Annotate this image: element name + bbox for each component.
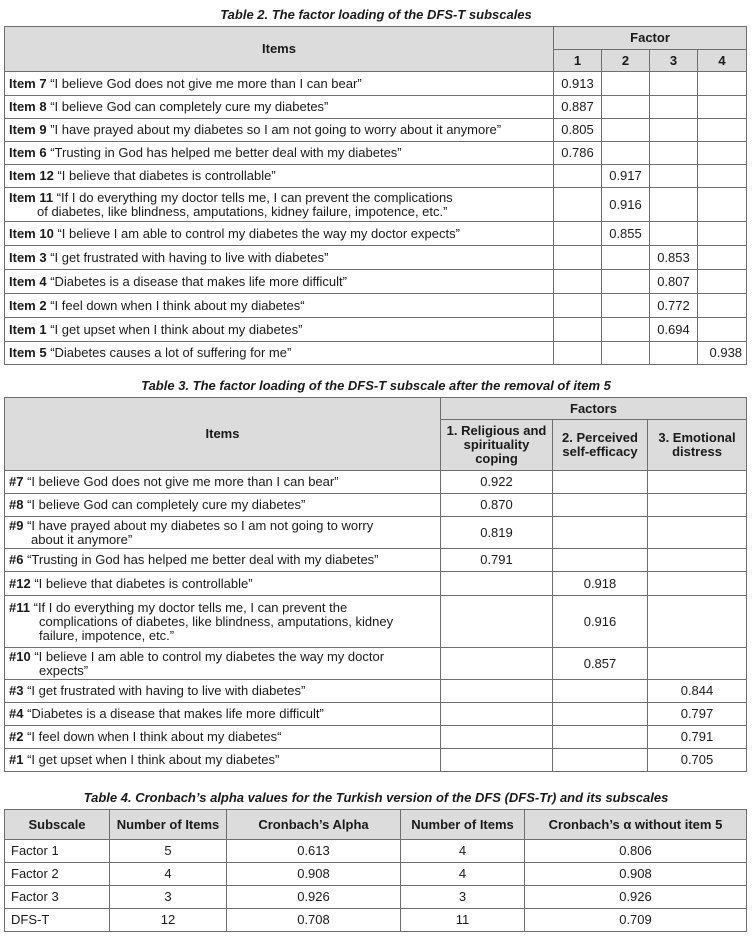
item-label: #12 bbox=[9, 575, 31, 591]
table4-value: 3 bbox=[110, 886, 227, 909]
item-text: “I believe God can completely cure my diabetes” bbox=[50, 99, 329, 114]
item-text: “I believe that diabetes is controllable” bbox=[57, 168, 276, 183]
table4-col-header: Number of Items bbox=[110, 810, 227, 840]
table2-factor-4-header: 4 bbox=[698, 50, 747, 72]
factor-1-loading bbox=[441, 703, 553, 726]
table4-col-header: Number of Items bbox=[401, 810, 525, 840]
table3-row bbox=[5, 726, 747, 749]
table2-items-header: Items bbox=[5, 27, 554, 72]
table3-row bbox=[5, 596, 747, 648]
factor-2-loading: 0.857 bbox=[553, 648, 648, 680]
factor-4-loading bbox=[698, 222, 747, 246]
table2-row bbox=[5, 142, 747, 165]
item-text: “I believe God does not give me more than I can bear” bbox=[50, 75, 362, 91]
table2-factor-2-header: 2 bbox=[602, 50, 650, 72]
item-label: Item 10 bbox=[9, 225, 54, 241]
table3-item-cell bbox=[5, 572, 441, 596]
item-text: “Diabetes is a disease that makes life more difficult” bbox=[50, 273, 347, 289]
factor-1-loading: 0.819 bbox=[441, 517, 553, 549]
table3-item-cell bbox=[5, 726, 441, 749]
item-label: #1 bbox=[9, 752, 24, 767]
factor-4-loading bbox=[698, 142, 747, 165]
table3-row bbox=[5, 648, 747, 680]
table4-value: 0.908 bbox=[227, 863, 401, 886]
factor-2-loading bbox=[553, 494, 648, 517]
table4-col-header: Subscale bbox=[5, 810, 110, 840]
factor-1-loading bbox=[554, 188, 602, 222]
subscale-name: Factor 3 bbox=[5, 886, 110, 909]
table2 bbox=[4, 26, 747, 365]
item-label: #6 bbox=[9, 552, 24, 567]
item-text: “I believe I am able to control my diabetes the way my doctor expects” bbox=[57, 225, 460, 241]
factor-3-loading: 0.853 bbox=[650, 246, 698, 270]
table4-value: 0.806 bbox=[525, 840, 747, 863]
factor-1-loading bbox=[441, 596, 553, 648]
item-text: “I get frustrated with having to live with diabetes” bbox=[27, 683, 306, 698]
factor-4-loading: 0.938 bbox=[698, 342, 747, 365]
item-text-cont: expects” bbox=[39, 662, 89, 678]
subscale-name: Factor 1 bbox=[5, 840, 110, 863]
factor-1-loading bbox=[554, 222, 602, 246]
factor-3-loading: 0.844 bbox=[648, 680, 747, 703]
item-label: #10 bbox=[9, 648, 31, 664]
factor-4-loading bbox=[698, 188, 747, 222]
table2-item-cell bbox=[5, 119, 554, 142]
factor-3-loading: 0.772 bbox=[650, 294, 698, 318]
factor-2-loading bbox=[602, 342, 650, 365]
factor-3-loading bbox=[648, 494, 747, 517]
factor-2-loading bbox=[602, 142, 650, 165]
table2-factor-1-header: 1 bbox=[554, 50, 602, 72]
subscale-name: Factor 2 bbox=[5, 863, 110, 886]
table4-col-header: Cronbach’s Alpha bbox=[227, 810, 401, 840]
factor-1-loading bbox=[441, 726, 553, 749]
table4-value: 12 bbox=[110, 909, 227, 932]
table2-row bbox=[5, 270, 747, 294]
table3-item-cell bbox=[5, 549, 441, 572]
table4-row bbox=[5, 840, 747, 863]
factor-2-loading bbox=[553, 749, 648, 772]
factor-1-loading bbox=[554, 165, 602, 188]
table3-caption: Table 3. The factor loading of the DFS-T subscale after the removal of item 5 bbox=[141, 378, 611, 393]
table3-row bbox=[5, 749, 747, 772]
factor-4-loading bbox=[698, 246, 747, 270]
item-label: #8 bbox=[9, 497, 24, 512]
item-label: Item 2 bbox=[9, 297, 47, 313]
table3-row bbox=[5, 471, 747, 494]
factor-3-loading bbox=[650, 342, 698, 365]
table2-row bbox=[5, 165, 747, 188]
factor-3-loading bbox=[650, 72, 698, 96]
factor-2-loading bbox=[553, 549, 648, 572]
factor-3-loading bbox=[650, 96, 698, 119]
table3-row bbox=[5, 703, 747, 726]
factor-1-loading bbox=[441, 648, 553, 680]
item-text-cont: failure, impotence, etc.” bbox=[39, 627, 175, 643]
table2-factor-header: Factor bbox=[554, 27, 747, 50]
table3-item-cell bbox=[5, 471, 441, 494]
table2-row bbox=[5, 318, 747, 342]
item-text: “I believe God does not give me more than I can bear” bbox=[27, 474, 339, 489]
subscale-name: DFS-T bbox=[5, 909, 110, 932]
table4-row bbox=[5, 863, 747, 886]
item-text: “I feel down when I think about my diabetes“ bbox=[50, 297, 305, 313]
item-text: “If I do everything my doctor tells me, I can prevent the complications bbox=[56, 189, 453, 205]
item-text: “If I do everything my doctor tells me, I can prevent the bbox=[33, 599, 348, 615]
table3-row bbox=[5, 517, 747, 549]
table4-col-header: Cronbach’s α without item 5 bbox=[525, 810, 747, 840]
table2-item-cell bbox=[5, 318, 554, 342]
table2-row bbox=[5, 294, 747, 318]
item-text: “I get frustrated with having to live with diabetes” bbox=[50, 249, 329, 265]
table2-item-cell bbox=[5, 188, 554, 222]
item-label: Item 9 bbox=[9, 122, 47, 137]
table3 bbox=[4, 397, 747, 772]
table2-row bbox=[5, 119, 747, 142]
table4-value: 0.908 bbox=[525, 863, 747, 886]
item-label: Item 7 bbox=[9, 75, 47, 91]
item-label: #3 bbox=[9, 683, 24, 698]
item-label: Item 5 bbox=[9, 345, 47, 360]
item-text-cont: about it anymore” bbox=[31, 531, 133, 547]
factor-1-loading: 0.786 bbox=[554, 142, 602, 165]
factor-3-loading bbox=[648, 517, 747, 549]
factor-1-loading bbox=[554, 294, 602, 318]
factor-1-loading: 0.887 bbox=[554, 96, 602, 119]
factor-1-loading: 0.922 bbox=[441, 471, 553, 494]
factor-1-loading bbox=[441, 749, 553, 772]
factor-2-loading bbox=[602, 119, 650, 142]
factor-3-loading: 0.797 bbox=[648, 703, 747, 726]
table2-row bbox=[5, 342, 747, 365]
factor-4-loading bbox=[698, 165, 747, 188]
table4-value: 4 bbox=[110, 863, 227, 886]
item-label: Item 12 bbox=[9, 168, 54, 183]
table2-item-cell bbox=[5, 270, 554, 294]
factor-2-loading bbox=[602, 294, 650, 318]
table2-item-cell bbox=[5, 142, 554, 165]
table4-row bbox=[5, 909, 747, 932]
factor-1-loading bbox=[554, 342, 602, 365]
item-label: #7 bbox=[9, 474, 24, 489]
factor-3-loading bbox=[648, 648, 747, 680]
factor-2-loading: 0.917 bbox=[602, 165, 650, 188]
table3-row bbox=[5, 572, 747, 596]
item-text: ”I have prayed about my diabetes so I am not going to worry about it anymore” bbox=[50, 122, 502, 137]
factor-3-loading bbox=[648, 471, 747, 494]
factor-3-loading bbox=[648, 596, 747, 648]
factor-4-loading bbox=[698, 270, 747, 294]
table4-value: 4 bbox=[401, 840, 525, 863]
item-text: “Diabetes is a disease that makes life more difficult” bbox=[27, 706, 324, 721]
factor-3-loading bbox=[650, 222, 698, 246]
item-label: Item 4 bbox=[9, 273, 47, 289]
factor-3-loading bbox=[650, 119, 698, 142]
item-label: Item 3 bbox=[9, 249, 47, 265]
factor-3-loading: 0.791 bbox=[648, 726, 747, 749]
factor-4-loading bbox=[698, 96, 747, 119]
item-text: “I believe God can completely cure my diabetes” bbox=[27, 497, 306, 512]
factor-1-loading: 0.805 bbox=[554, 119, 602, 142]
table2-item-cell bbox=[5, 246, 554, 270]
table3-item-cell bbox=[5, 494, 441, 517]
factor-1-loading: 0.913 bbox=[554, 72, 602, 96]
table2-row bbox=[5, 72, 747, 96]
factor-3-loading: 0.694 bbox=[650, 318, 698, 342]
factor-3-loading bbox=[650, 188, 698, 222]
table4-value: 0.709 bbox=[525, 909, 747, 932]
item-text: “Trusting in God has helped me better deal with my diabetes” bbox=[27, 552, 379, 567]
factor-1-loading bbox=[554, 318, 602, 342]
item-label: #11 bbox=[9, 599, 30, 615]
table4-value: 11 bbox=[401, 909, 525, 932]
factor-2-loading: 0.916 bbox=[602, 188, 650, 222]
item-text: “I get upset when I think about my diabetes” bbox=[50, 321, 303, 337]
item-text: “I have prayed about my diabetes so I am not going to worry bbox=[27, 517, 374, 533]
factor-2-loading bbox=[553, 680, 648, 703]
table2-item-cell bbox=[5, 165, 554, 188]
table4-row bbox=[5, 886, 747, 909]
factor-2-loading bbox=[602, 270, 650, 294]
table2-item-cell bbox=[5, 96, 554, 119]
item-label: #4 bbox=[9, 706, 24, 721]
factor-2-loading bbox=[602, 96, 650, 119]
factor-1-loading: 0.791 bbox=[441, 549, 553, 572]
item-text: “Diabetes causes a lot of suffering for me” bbox=[50, 345, 292, 360]
table4 bbox=[4, 809, 747, 932]
table2-item-cell bbox=[5, 72, 554, 96]
factor-4-loading bbox=[698, 318, 747, 342]
table2-row bbox=[5, 246, 747, 270]
item-text: “I believe that diabetes is controllable” bbox=[34, 575, 253, 591]
table3-factor-2-header: 2. Perceived self-efficacy bbox=[553, 420, 648, 471]
factor-1-loading bbox=[441, 680, 553, 703]
factor-2-loading: 0.918 bbox=[553, 572, 648, 596]
table3-items-header: Items bbox=[5, 398, 441, 471]
table2-item-cell bbox=[5, 222, 554, 246]
table3-row bbox=[5, 680, 747, 703]
factor-3-loading bbox=[650, 165, 698, 188]
table2-factor-3-header: 3 bbox=[650, 50, 698, 72]
factor-2-loading: 0.916 bbox=[553, 596, 648, 648]
factor-1-loading bbox=[554, 270, 602, 294]
table4-value: 0.613 bbox=[227, 840, 401, 863]
factor-1-loading: 0.870 bbox=[441, 494, 553, 517]
factor-2-loading bbox=[553, 703, 648, 726]
table3-row bbox=[5, 549, 747, 572]
item-label: Item 8 bbox=[9, 99, 47, 114]
table2-row bbox=[5, 222, 747, 246]
factor-3-loading bbox=[648, 549, 747, 572]
table3-item-cell bbox=[5, 596, 441, 648]
item-label: Item 11 bbox=[9, 189, 54, 205]
item-label: Item 1 bbox=[9, 321, 47, 337]
item-label: Item 6 bbox=[9, 145, 47, 160]
table3-item-cell bbox=[5, 703, 441, 726]
item-label: #2 bbox=[9, 729, 24, 744]
table4-value: 4 bbox=[401, 863, 525, 886]
factor-2-loading: 0.855 bbox=[602, 222, 650, 246]
item-text: “I get upset when I think about my diabetes” bbox=[27, 752, 280, 767]
table2-item-cell bbox=[5, 342, 554, 365]
factor-3-loading: 0.807 bbox=[650, 270, 698, 294]
table2-row bbox=[5, 188, 747, 222]
table3-factor-3-header: 3. Emotional distress bbox=[648, 420, 747, 471]
factor-2-loading bbox=[553, 471, 648, 494]
factor-2-loading bbox=[602, 318, 650, 342]
table3-item-cell bbox=[5, 680, 441, 703]
table3-factor-1-header: 1. Religious and spirituality coping bbox=[441, 420, 553, 471]
table3-factors-header: Factors bbox=[441, 398, 747, 420]
table4-value: 0.926 bbox=[227, 886, 401, 909]
table3-item-cell bbox=[5, 749, 441, 772]
table4-value: 3 bbox=[401, 886, 525, 909]
factor-3-loading: 0.705 bbox=[648, 749, 747, 772]
factor-4-loading bbox=[698, 294, 747, 318]
item-text-cont: complications of diabetes, like blindness, amputations, kidney bbox=[39, 613, 394, 629]
item-label: #9 bbox=[9, 517, 24, 533]
factor-3-loading bbox=[650, 142, 698, 165]
table4-caption: Table 4. Cronbach’s alpha values for the Turkish version of the DFS (DFS-Tr) and its subscales bbox=[83, 790, 669, 805]
factor-2-loading bbox=[553, 517, 648, 549]
item-text: “I believe I am able to control my diabetes the way my doctor bbox=[34, 648, 385, 664]
factor-2-loading bbox=[602, 246, 650, 270]
item-text: “Trusting in God has helped me better deal with my diabetes” bbox=[50, 145, 402, 160]
table2-caption: Table 2. The factor loading of the DFS-T subscales bbox=[220, 7, 532, 22]
factor-2-loading bbox=[602, 72, 650, 96]
table2-row bbox=[5, 96, 747, 119]
table3-row bbox=[5, 494, 747, 517]
table4-value: 0.708 bbox=[227, 909, 401, 932]
item-text-cont: of diabetes, like blindness, amputations, kidney failure, impotence, etc.” bbox=[37, 203, 448, 219]
table3-item-cell bbox=[5, 648, 441, 680]
table3-item-cell bbox=[5, 517, 441, 549]
factor-3-loading bbox=[648, 572, 747, 596]
factor-2-loading bbox=[553, 726, 648, 749]
table4-value: 0.926 bbox=[525, 886, 747, 909]
table2-item-cell bbox=[5, 294, 554, 318]
factor-1-loading bbox=[441, 572, 553, 596]
factor-4-loading bbox=[698, 119, 747, 142]
factor-4-loading bbox=[698, 72, 747, 96]
item-text: “I feel down when I think about my diabetes“ bbox=[27, 729, 282, 744]
factor-1-loading bbox=[554, 246, 602, 270]
table4-value: 5 bbox=[110, 840, 227, 863]
